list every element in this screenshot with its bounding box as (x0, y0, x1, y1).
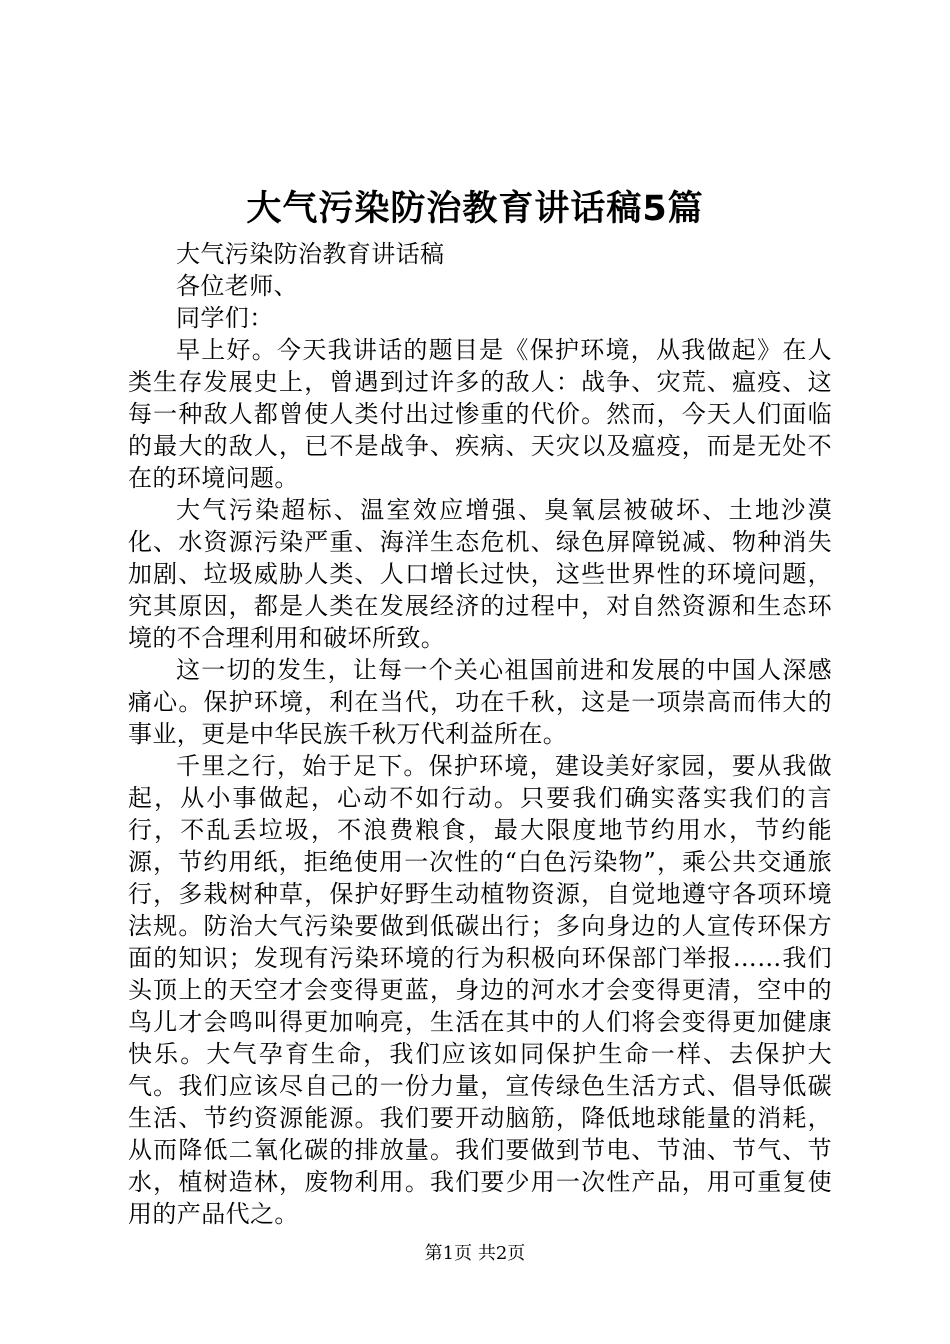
paragraph-opening: 早上好。今天我讲话的题目是《保护环境，从我做起》在人类生存发展史上，曾遇到过许多的敌人：战争、灾荒、瘟疫、这每一种敌人都曾使人类付出过惨重的代价。然而，今天人们面临的最大的敌人，已不是战争、疾病、天灾以及瘟疫，而是无处不在的环境问题。 (128, 336, 832, 492)
paragraph-significance: 这一切的发生，让每一个关心祖国前进和发展的中国人深感痛心。保护环境，利在当代，功在千秋，这是一项崇高而伟大的事业，更是中华民族千秋万代利益所在。 (128, 656, 832, 748)
paragraph-actions: 千里之行，始于足下。保护环境，建设美好家园，要从我做起，从小事做起，心动不如行动。只要我们确实落实我们的言行，不乱丢垃圾，不浪费粮食，最大限度地节约用水，节约能源，节约用纸，拒绝使用一次性的“白色污染物”，乘公共交通旅行，多栽树种草，保护好野生动植物资源，自觉地遵守各项环境法规。防治大气污染要做到低碳出行；多向身边的人宣传环保方面的知识；发现有污染环境的行为积极向环保部门举报……我们头顶上的天空才会变得更蓝，身边的河水才会变得更清，空中的鸟儿才会鸣叫得更加响亮，生活在其中的人们将会变得更加健康快乐。大气孕育生命，我们应该如同保护生命一样、去保护大气。我们应该尽自己的一份力量，宣传绿色生活方式、倡导低碳生活、节约资源能源。我们要开动脑筋，降低地球能量的消耗，从而降低二氧化碳的排放量。我们要做到节电、节油、节气、节水，植树造林，废物利用。我们要少用一次性产品，用可重复使用的产品代之。 (128, 752, 832, 1228)
paragraph-salutation-students: 同学们： (176, 304, 274, 332)
paragraph-salutation-teachers: 各位老师、 (176, 272, 298, 300)
document-body (128, 238, 832, 1230)
page-title: 大气污染防治教育讲话稿5篇 (246, 189, 704, 229)
page-number-footer: 第1页 共2页 (424, 1243, 526, 1264)
paragraph-problems: 大气污染超标、温室效应增强、臭氧层被破坏、土地沙漠化、水资源污染严重、海洋生态危机、绿色屏障锐减、物种消失加剧、垃圾威胁人类、人口增长过快，这些世界性的环境问题，究其原因，都是人类在发展经济的过程中，对自然资源和生态环境的不合理利用和破坏所致。 (128, 496, 832, 652)
paragraph-subtitle: 大气污染防治教育讲话稿 (176, 240, 445, 268)
